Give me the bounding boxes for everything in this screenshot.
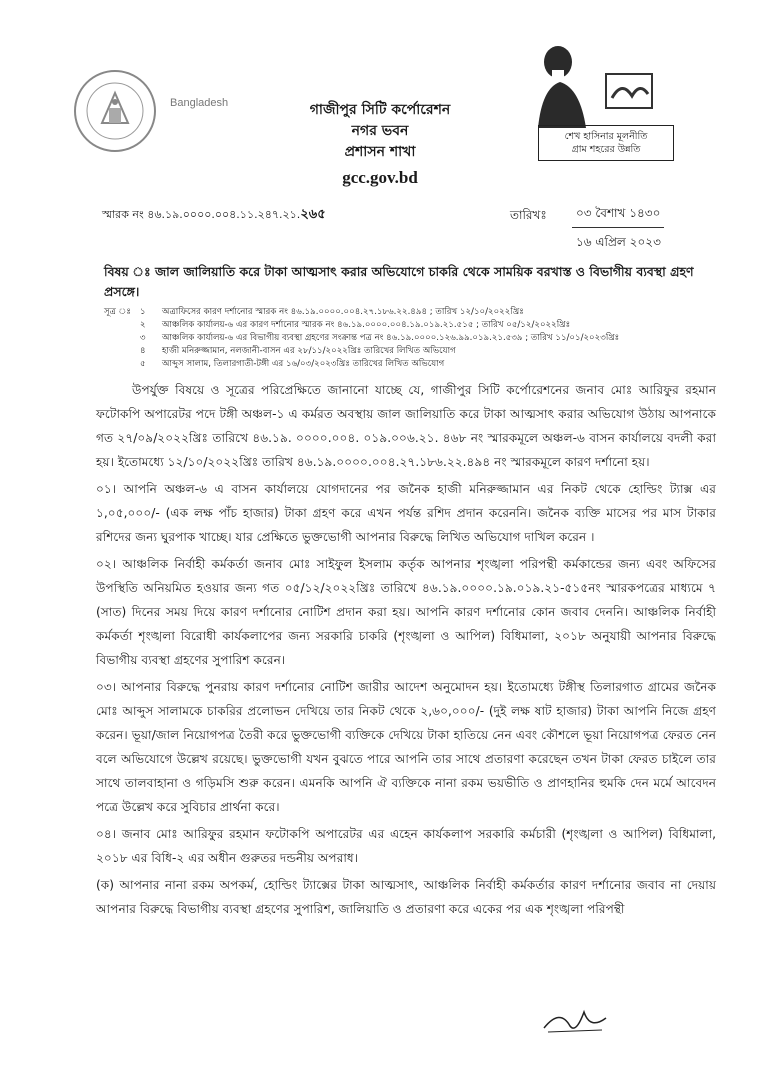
paragraph-03: ০৩। আপনার বিরুদ্ধে পুনরায় কারণ দর্শানোর নোটিশ জারীর আদেশ অনুমোদন হয়। ইতোমধ্যে টঙ্গীস্থ তিলারগাত গ্রামের জনৈক মোঃ আব্দুস সালামকে চাকরির প্রলোভন দেখিয়ে তার নিকট থেকে ২,৬০,০০০/- (দুই লক্ষ ষাট হাজার) টাকা আপনি নিজে গ্রহণ করেন। ভূয়া/জাল নিয়োগপত্র তৈরী করে ভুক্তভোগী ব্যক্তিকে দেখিয়ে টাকা হাতিয়ে নেন এবং কৌশলে ভূয়া নিয়োগপত্র ফেরত নেন বলে অভিযোগে উল্লেখ রয়েছে। ভুক্তভোগী যখন বুঝতে পারে আপনি তার সাথে প্রতারণা করেছেন তখন টাকা ফেরত চাইলে তার সাথে তালবাহানা ও গড়িমসি শুরু করেন। এমনকি আপনি ঐ ব্যক্তিকে নানা রকম ভয়ভীতি ও প্রাণহানির হুমকি দেন মর্মে আবেদন পত্রে উল্লেখ করে সুবিচার প্রার্থনা করে।	[96, 680, 716, 814]
paragraph-02: ০২। আঞ্চলিক নির্বাহী কর্মকর্তা জনাব মোঃ সাইফুল ইসলাম কর্তৃক আপনার শৃংঙ্খলা পরিপন্থী কর্মকান্ডের জন্য এবং অফিসের উপস্থিতি অনিয়মিত হওয়ার জন্য গত ০৫/১২/২০২২খ্রিঃ তারিখে ৪৬.১৯.০০০০.১৯.০১৯.২১-৫১৫নং স্মারকপত্রের মাধ্যমে ৭ (সাত) দিনের সময় দিয়ে কারণ দর্শানোর নোটিশ প্রদান করা হয়। আপনি কারণ দর্শানোর কোন জবাব দেননি। আঞ্চলিক নির্বাহী কর্মকর্তা শৃংঙ্খলা বিরোধী কার্যকলাপের জন্য সরকারি চাকরি (শৃংঙ্খলা ও আপিল) বিধিমালা, ২০১৮ অনুযায়ী আপনার বিরুদ্ধে বিভাগীয় ব্যবস্থা গ্রহণের সুপারিশ করেন।	[96, 557, 716, 667]
organization-name: গাজীপুর সিটি কর্পোরেশন	[309, 102, 451, 118]
memo-prefix: স্মারক নং ৪৬.১৯.০০০০.০০৪.১১.২৪৭.২১.	[102, 208, 301, 221]
letterhead	[270, 100, 490, 188]
date-english: ১৬ এপ্রিল ২০২৩	[576, 235, 661, 249]
city-corporation-seal	[72, 68, 158, 154]
letter-body	[96, 378, 716, 924]
motto-line-1: শেখ হাসিনার মূলনীতি	[564, 131, 648, 142]
sources-label: সূত্র ঃ	[104, 307, 131, 317]
motto-line-2: গ্রাম শহরের উন্নতি	[571, 144, 641, 155]
reference-item: ৪ হাজী মনিরুজ্জামান, নলজানী-বাসন এর ২৮/১১/২০২২খ্রিঃ তারিখের লিখিত অভিযোগ	[140, 346, 456, 356]
date-bangla: ০৩ বৈশাখ ১৪৩০	[572, 205, 664, 228]
reference-item: ২ আঞ্চলিক কার্যালয়-৬ এর কারণ দর্শানোর স্মারক নং ৪৬.১৯.০০০০.০০৪.১৯.০১৯.২১.৫১৫ ; তারিখ ০৫/১২/২০২২খ্রিঃ	[140, 320, 571, 330]
motto-box	[538, 125, 674, 161]
reference-item: ১ অত্রাফিসের কারণ দর্শানোর স্মারক নং ৪৬.১৯.০০০০.০০৪.২৭.১৮৬.২২.৪৯৪ ; তারিখ ১২/১০/২০২২খ্রিঃ	[140, 307, 524, 317]
memo-number: ২৬৫	[300, 207, 326, 222]
building-name: নগর ভবন	[351, 123, 409, 139]
reference-list	[104, 306, 714, 371]
intro-paragraph: উপর্যুক্ত বিষয়ে ও সূত্রের পরিপ্রেক্ষিতে জানানো যাচ্ছে যে, গাজীপুর সিটি কর্পোরেশনের জনাব মোঃ আরিফুর রহমান ফটোকপি অপারেটর পদে টঙ্গী অঞ্চল-১ এ কর্মরত অবস্থায় জাল জালিয়াতি করে টাকা আত্মসাৎ করার অভিযোগ উঠায় আপনাকে গত ২৭/০৯/২০২২খ্রিঃ তারিখে ৪৬.১৯. ০০০০.০০৪. ০১৯.০০৬.২১. ৪৬৮ নং স্মারকমূলে অঞ্চল-৬ বাসন কার্যালয়ে বদলী করা হয়। ইতোমধ্যে ১২/১০/২০২২খ্রিঃ তারিখ ৪৬.১৯.০০০০.০০৪.২৭.১৮৬.২২.৪৯৪ নং স্মারকমূলে কারণ দর্শানো হয়।	[96, 383, 716, 469]
paragraph-04: ০৪। জনাব মোঃ আরিফুর রহমান ফটোকপি অপারেটর এর এহেন কার্যকলাপ সরকারি কর্মচারী (শৃংঙ্খলা ও আপিল) বিধিমালা, ২০১৮ এর বিধি-২ এর অধীন গুরুতর দন্ডনীয় অপরাধ।	[96, 827, 716, 865]
paragraph-ka: (ক) আপনার নানা রকম অপকর্ম, হোল্ডিং ট্যাক্সের টাকা আত্মসাৎ, আঞ্চলিক নির্বাহী কর্মকর্তার কারণ দর্শানোর জবাব না দেয়ায় আপনার বিরুদ্ধে বিভাগীয় ব্যবস্থা গ্রহণের সুপারিশ, জালিয়াতি ও প্রতারণা করে একের পর এক শৃংঙ্খলা পরিপন্থী	[96, 878, 716, 916]
section-name: প্রশাসন শাখা	[344, 144, 416, 160]
paragraph-01: ০১। আপনি অঞ্চল-৬ এ বাসন কার্যালয়ে যোগদানের পর জনৈক হাজী মনিরুজ্জামান এর নিকট থেকে হোল্ডিং ট্যাক্স এর ১,০৫,০০০/- (এক লক্ষ পাঁচ হাজার) টাকা গ্রহণ করে এখন পর্যন্ত রশিদ প্রদান করেননি। জনৈক ব্যক্তি মাসের পর মাস টাকার রশিদের জন্য ঘুরপাক খাচ্ছে। যার প্রেক্ষিতে ভুক্তভোগী আপনার বিরুদ্ধে লিখিত অভিযোগ দাখিল করেন ।	[96, 482, 716, 544]
mujib-year-logo	[600, 60, 660, 120]
date-label: তারিখঃ	[510, 207, 547, 222]
portrait-illustration	[528, 40, 598, 128]
reference-item: ৩ আঞ্চলিক কার্যালয়-৬ এর বিভাগীয় ব্যবস্থা গ্রহণের সংক্রান্ত পত্র নং ৪৬.১৯.০০০০.১২৬.৯৯.০১৯.২১.৫৩৯ ; তারিখ ১১/০১/২০২৩খ্রিঃ	[140, 333, 620, 343]
subject-line: বিষয় ঃ জাল জালিয়াতি করে টাকা আত্মসাৎ করার অভিযোগে চাকরি থেকে সাময়িক বরখাস্ত ও বিভাগীয় ব্যবস্থা গ্রহণ প্রসঙ্গে।	[104, 264, 694, 299]
date-block	[510, 205, 664, 254]
memo-reference	[102, 205, 326, 226]
reference-item: ৫ আব্দুস সালাম, তিলারগাতী-টঙ্গী এর ১৬/০৩/২০২৩খ্রিঃ তারিখের লিখিত অভিযোগ	[140, 359, 445, 369]
signature-mark	[540, 1000, 610, 1040]
bangladesh-text: Bangladesh	[170, 97, 229, 109]
website: gcc.gov.bd	[342, 168, 418, 187]
